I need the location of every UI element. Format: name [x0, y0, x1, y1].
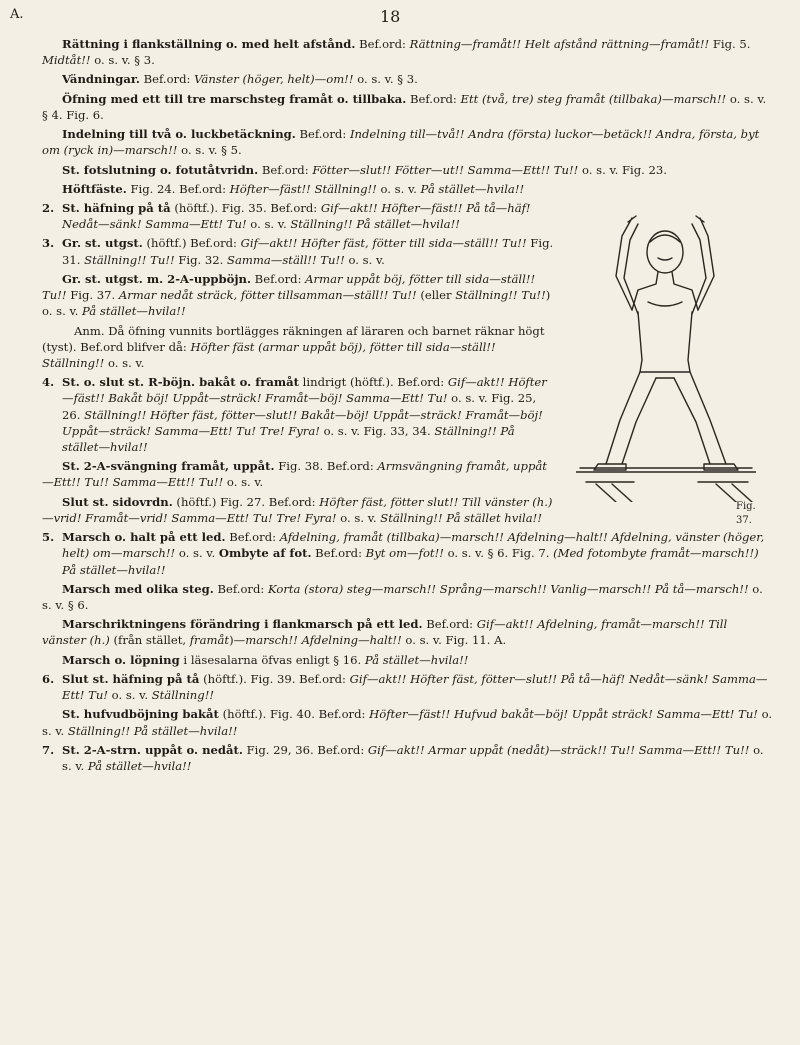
body-text-run: Bef.ord: — [355, 37, 410, 51]
exercise-heading: Ombyte af fot. — [218, 546, 312, 561]
body-text-run: o. s. v. § 3. — [90, 53, 155, 68]
body-text-run: o. s. v. § 4. Fig. 6. — [42, 91, 767, 122]
body-text-run: o. s. v. Fig. 11. A. — [401, 633, 507, 648]
command-text: Gif—akt!! Höfter—fäst!! Bakåt böj! Uppåt—sträck! Framåt—böj! Samma—Ett! Tu! — [62, 375, 547, 406]
command-text: Ställning!! På stället—hvila!! — [67, 723, 238, 738]
exercise-heading: St. 2-A-svängning framåt, uppåt. — [62, 459, 275, 474]
command-text: Höfter—fäst!! Ställning!! — [229, 181, 377, 196]
command-text: Ställning!! På stället—hvila!! — [62, 423, 515, 455]
body-text-run: Bef.ord: — [422, 617, 477, 632]
body-text-run: Fig. 24. Bef.ord: — [126, 181, 230, 196]
exercise-heading: Marsch o. halt på ett led. — [62, 530, 226, 545]
exercise-heading: Öfning med ett till tre marschsteg framåt o. tillbaka. — [62, 91, 407, 106]
paragraph-p15 — [42, 581, 774, 613]
command-text: På stället—hvila!! — [420, 181, 525, 196]
paragraph-p19 — [42, 706, 774, 738]
body-text-run: o. s. v. — [376, 181, 421, 196]
command-text: På stället—hvila!! — [82, 304, 186, 319]
paragraph-p20 — [42, 742, 774, 774]
exercise-heading: Slut st. häfning på tå — [62, 671, 200, 686]
paragraph-p11 — [42, 374, 774, 455]
body-text-run: Bef.ord: — [139, 72, 195, 87]
body-text-run: Fig. 29, 36. Bef.ord: — [242, 742, 368, 757]
body-text-run: Bef.ord: — [295, 127, 350, 142]
body-text-run: o. s. v. § 6. — [42, 581, 763, 612]
exercise-heading: Gr. st. utgst. — [62, 236, 143, 251]
body-text-run: o. s. v. — [62, 742, 764, 773]
body-text-run: (eller — [416, 288, 456, 303]
body-text-run: Fig. 38. Bef.ord: — [274, 459, 378, 474]
body-text-run: o. s. v. — [344, 252, 385, 267]
body-text-run: o. s. v. — [246, 217, 291, 232]
command-text: Armsvängning framåt, uppåt—Ett!! Tu!! Samma—Ett!! Tu!! — [42, 459, 547, 490]
command-text: Gif—akt!! Höfter fäst, fötter—slut!! På tå—häf! Nedåt—sänk! Samma—Ett! Tu! — [62, 671, 768, 703]
paragraph-number: 5. — [42, 530, 55, 545]
command-text: —marsch!! Afdelning—halt!! — [233, 633, 402, 648]
command-text: Gif—akt!! Höfter fäst, fötter till sida—ställ!! Tu!! — [240, 236, 527, 251]
command-text: Ställning!! På stället hvila!! — [380, 510, 542, 525]
command-text: (Med fotombyte framåt—marsch!!) På stället—hvila!! — [62, 546, 759, 577]
command-text: Fötter—slut!! Fötter—ut!! Samma—Ett!! Tu!! — [312, 162, 579, 177]
paragraph-p14 — [42, 529, 774, 578]
command-text: Höfter—fäst!! Hufvud bakåt—böj! Uppåt sträck! Samma—Ett! Tu! — [369, 707, 758, 722]
exercise-heading: Rättning i flankställning o. med helt afstånd. — [62, 37, 356, 51]
exercise-heading: Marsch med olika steg. — [62, 581, 214, 596]
command-text: Midtåt!! — [42, 53, 91, 68]
body-text-run: Bef.ord: — [213, 581, 268, 596]
command-text: På stället—hvila!! — [364, 652, 469, 667]
command-text: Ett (två, tre) steg framåt (tillbaka)—marsch!! — [460, 91, 727, 106]
body-text-run: Anm. Då öfning vunnits bortlägges räkningen af läraren och barnet räknar högt (tyst). Bef.ord blifver då: — [42, 323, 545, 354]
body-text-run: i läsesalarna öfvas enligt § 16. — [179, 652, 365, 667]
body-text-run: (höftf.). Fig. 39. Bef.ord: — [199, 671, 350, 686]
body-text-run: Bef.ord: — [311, 546, 366, 561]
command-text: Ställning!! På stället—hvila!! — [290, 217, 460, 232]
command-text: Armar uppåt böj, fötter till sida—ställ!! Tu!! — [42, 271, 536, 303]
body-text-run: Bef.ord: — [251, 271, 306, 286]
body-text-run: Fig. 37. — [66, 288, 119, 303]
body-text-run: o. s. v. § 3. — [353, 72, 418, 87]
body-text-run: ) — [229, 633, 234, 648]
command-text: Ställning!! Tu!! — [84, 252, 175, 267]
body-text-run: Fig. 31. — [62, 236, 554, 267]
paragraph-p4 — [42, 126, 774, 158]
paragraph-p3 — [42, 91, 774, 123]
command-text: Höfter fäst, fötter slut!! Till vänster (h.)—vrid! Framåt—vrid! Samma—Ett! Tu! Tre! Fyra! — [42, 494, 553, 525]
exercise-heading: Gr. st. utgst. m. 2-A-uppböjn. — [62, 271, 251, 286]
exercise-heading: Marsch o. löpning — [62, 652, 180, 667]
command-text: Gif—akt!! Afdelning, framåt—marsch!! Till vänster (h.) — [42, 617, 728, 648]
command-text: framåt — [189, 633, 230, 648]
command-text: Ställning!! Höfter fäst, fötter—slut!! Bakåt—böj! Uppåt—sträck! Framåt—böj! Uppåt—sträck! Samma—Ett! Tu! Tre! Fyra! — [62, 407, 543, 438]
command-text: Gif—akt!! Armar uppåt (nedåt)—sträck!! Tu!! Samma—Ett!! Tu!! — [367, 742, 750, 757]
paragraph-number: 3. — [42, 236, 55, 251]
command-text: Ställning!! Tu!! — [455, 288, 546, 303]
paragraph-p18 — [42, 671, 774, 703]
body-text-run: (höftf.) Bef.ord: — [142, 236, 241, 251]
body-text-run: ) o. s. v. — [42, 288, 551, 319]
body-text-run: (höftf.) Fig. 27. Bef.ord: — [172, 494, 320, 509]
body-text-run: (från stället, — [109, 633, 190, 648]
body-text-run: (höftf.). Fig. 35. Bef.ord: — [170, 200, 321, 215]
command-text: Vänster (höger, helt)—om!! — [194, 72, 354, 87]
exercise-heading: St. hufvudböjning bakåt — [62, 707, 219, 722]
body-text-run: Fig. 32. — [174, 252, 227, 267]
body-text-run: o. s. v. — [104, 355, 145, 370]
body-text-run: o. s. v. — [42, 707, 773, 738]
body-text-run: o. s. v. Fig. 25, 26. — [62, 391, 537, 422]
paragraph-p16 — [42, 616, 774, 648]
exercise-heading: St. 2-A-strn. uppåt o. nedåt. — [62, 742, 243, 757]
paragraph-number: 6. — [42, 671, 55, 686]
command-text: Armar nedåt sträck, fötter tillsamman—ställ!! Tu!! — [118, 288, 417, 303]
body-text-run: o. s. v. — [108, 688, 152, 703]
command-text: Ställning!! — [151, 688, 215, 703]
paragraph-p8 — [42, 235, 774, 267]
body-text-run: Bef.ord: — [406, 91, 461, 106]
body-text-run: (höftf.). Fig. 40. Bef.ord: — [218, 707, 370, 722]
body-text-run: o. s. v. — [223, 475, 264, 490]
paragraph-p7 — [42, 200, 774, 232]
paragraph-p2 — [42, 71, 774, 87]
page-number: 18 — [380, 7, 401, 26]
exercise-heading: Marschriktningens förändring i flankmarsch på ett led. — [62, 617, 423, 632]
paragraph-number: 2. — [42, 200, 55, 215]
command-text: Afdelning, framåt (tillbaka)—marsch!! Afdelning—halt!! Afdelning, vänster (höger, helt) om—marsch!! — [62, 530, 765, 561]
body-text-run: o. s. v. — [175, 546, 219, 561]
paragraph-p1 — [42, 36, 774, 68]
command-text: Korta (stora) steg—marsch!! Språng—marsch!! Vanlig—marsch!! På tå—marsch!! — [268, 581, 749, 596]
exercise-heading: Slut st. sidovrdn. — [62, 494, 173, 509]
command-text: Indelning till—två!! Andra (första) luckor—betäck!! Andra, första, byt om (ryck in)—marsch!! — [42, 127, 760, 158]
exercise-heading: Indelning till två o. luckbetäckning. — [62, 127, 296, 142]
command-text: Rättning—framåt!! Helt afstånd rättning—framåt!! — [409, 37, 710, 51]
paragraph-p17 — [42, 652, 774, 668]
exercise-heading: Vändningar. — [62, 72, 140, 87]
paragraph-number: 7. — [42, 742, 55, 757]
paragraph-p6 — [42, 181, 774, 197]
body-text-run: lindrigt (höftf.). Bef.ord: — [299, 375, 448, 390]
figure-caption: Fig. 37. — [736, 500, 756, 526]
command-text: Byt om—fot!! — [365, 546, 444, 561]
body-text-run: o. s. v. § 5. — [177, 143, 242, 158]
exercise-heading: Höftfäste. — [62, 181, 127, 196]
paragraph-p5 — [42, 162, 774, 178]
body-text-run: o. s. v. — [336, 510, 381, 525]
corner-mark: A. — [10, 7, 24, 22]
exercise-heading: St. fotslutning o. fotutåtvridn. — [62, 162, 259, 177]
paragraph-number: 4. — [42, 375, 55, 390]
exercise-heading: St. o. slut st. R-böjn. bakåt o. framåt — [62, 375, 299, 390]
body-text-run: o. s. v. § 6. Fig. 7. — [443, 546, 554, 561]
command-text: Samma—ställ!! Tu!! — [227, 252, 345, 267]
body-text — [42, 36, 774, 777]
command-text: Gif—akt!! Höfter—fäst!! På tå—häf! Nedåt—sänk! Samma—Ett! Tu! — [62, 200, 531, 232]
exercise-heading: St. häfning på tå — [62, 200, 171, 215]
command-text: På stället—hvila!! — [87, 758, 192, 773]
body-text-run: Fig. 5. — [709, 37, 751, 51]
body-text-run: o. s. v. Fig. 33, 34. — [319, 423, 435, 438]
body-text-run: Bef.ord: — [258, 162, 313, 177]
body-text-run: o. s. v. Fig. 23. — [578, 162, 667, 177]
command-text: Höfter fäst (armar uppåt böj), fötter till sida—ställ!! Ställning!! — [42, 339, 496, 370]
body-text-run: Bef.ord: — [225, 530, 280, 545]
